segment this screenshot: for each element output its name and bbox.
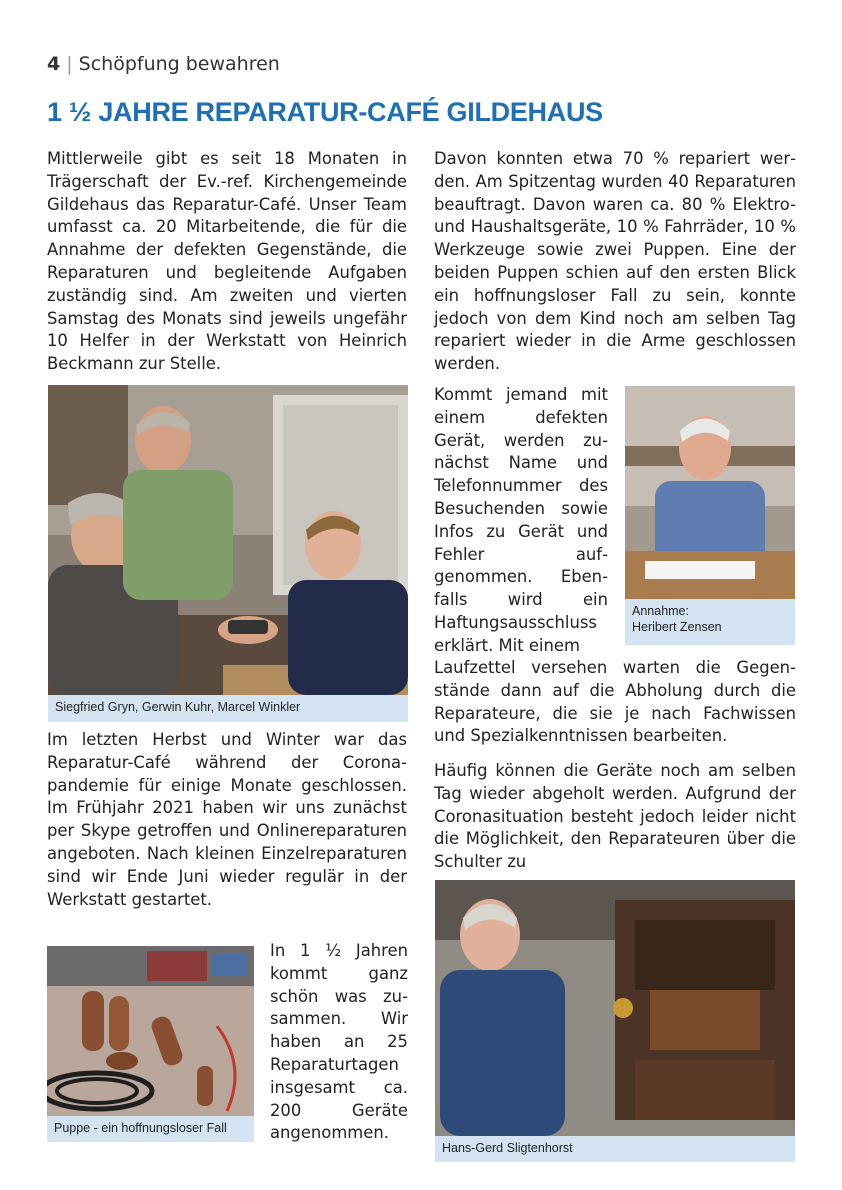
col2-paragraph-3: Häufig können die Geräte noch am selben Tag wieder abgeholt werden. Aufgrund der Coronasituation besteht jedoch leider nicht die Möglichkeit, den Reparateuren über die Schulter zu [434,761,796,872]
section-name: Schöpfung bewahren [78,53,280,75]
caption-annahme [625,599,795,645]
col1-paragraph-2: Im letzten Herbst und Winter war das Reparatur-Café während der Coronapandemie für einige Monate geschlossen. Im Frühjahr 2021 haben wir uns zunächst per Skype getroffen und Onlinereparaturen angeboten. Nach kleinen Einzelreparaturen sind wir Ende Juni wieder regulär in der Werkstatt gestartet. [47,730,407,909]
col1-paragraph-1: Mittlerweile gibt es seit 18 Monaten in Trägerschaft der Ev.-ref. Kirchengemeinde Gildehaus das Reparatur-Café. Unser Team umfasst ca. 20 Mitarbeitende, die für die Annahme der defekten Gegenstände, die Reparaturen und begleitende Aufgaben zuständig sind. Am zweiten und vierten Samstag des Monats sind jeweils ungefähr 10 Helfer in der Werkstatt von Heinrich Beckmann zur Stelle. [47,149,407,374]
page-header [47,53,280,75]
photo-doll-parts [47,946,254,1116]
caption-puppe: Puppe - ein hoffnungsloser Fall [47,1116,254,1142]
col2-paragraph-2-start: Kommt jemand mit einem defekten Gerät, werden zunächst Name und Telefonnummer des Besuchenden sowie Infos zu Gerät und Fehler aufgenommen. Ebenfalls wird ein Haftungsausschluss erklärt. Mit einem [434,385,608,655]
caption-annahme-line2: Heribert Zensen [632,620,722,634]
photo-radio [435,880,795,1136]
caption-radio: Hans-Gerd Sligtenhorst [435,1136,795,1162]
photo-annahme [625,386,795,599]
col1-paragraph-3: In 1 ½ Jahren kommt ganz schön was zusammen. Wir haben an 25 Reparaturtagen insgesamt ca. 200 Geräte angenommen. [270,941,408,1143]
caption-workshop: Siegfried Gryn, Gerwin Kuhr, Marcel Winkler [48,695,408,722]
article-title: 1 ½ JAHRE REPARATUR-CAFÉ GILDEHAUS [47,97,603,127]
header-separator: | [66,53,73,75]
page-number: 4 [47,53,61,75]
col2-paragraph-1: Davon konnten etwa 70 % repariert werden. Am Spitzentag wurden 40 Reparaturen beauftragt. Davon waren ca. 80 % Elektro- und Haushaltsgeräte, 10 % Fahrräder, 10 % Werkzeuge sowie zwei Puppen. Eine der beiden Puppen schien auf den ersten Blick ein hoffnungsloser Fall zu sein, konnte jedoch von dem Kind noch am selben Tag repariert wieder in die Arme geschlossen werden. [434,149,796,374]
photo-workshop [48,385,408,695]
col2-paragraph-2-end: Laufzettel versehen warten die Gegenstände dann auf die Abholung durch die Reparateure, die sie je nach Fachwissen und Spezialkenntnissen bearbeiten. [434,658,796,746]
caption-annahme-line1: Annahme: [632,604,689,618]
